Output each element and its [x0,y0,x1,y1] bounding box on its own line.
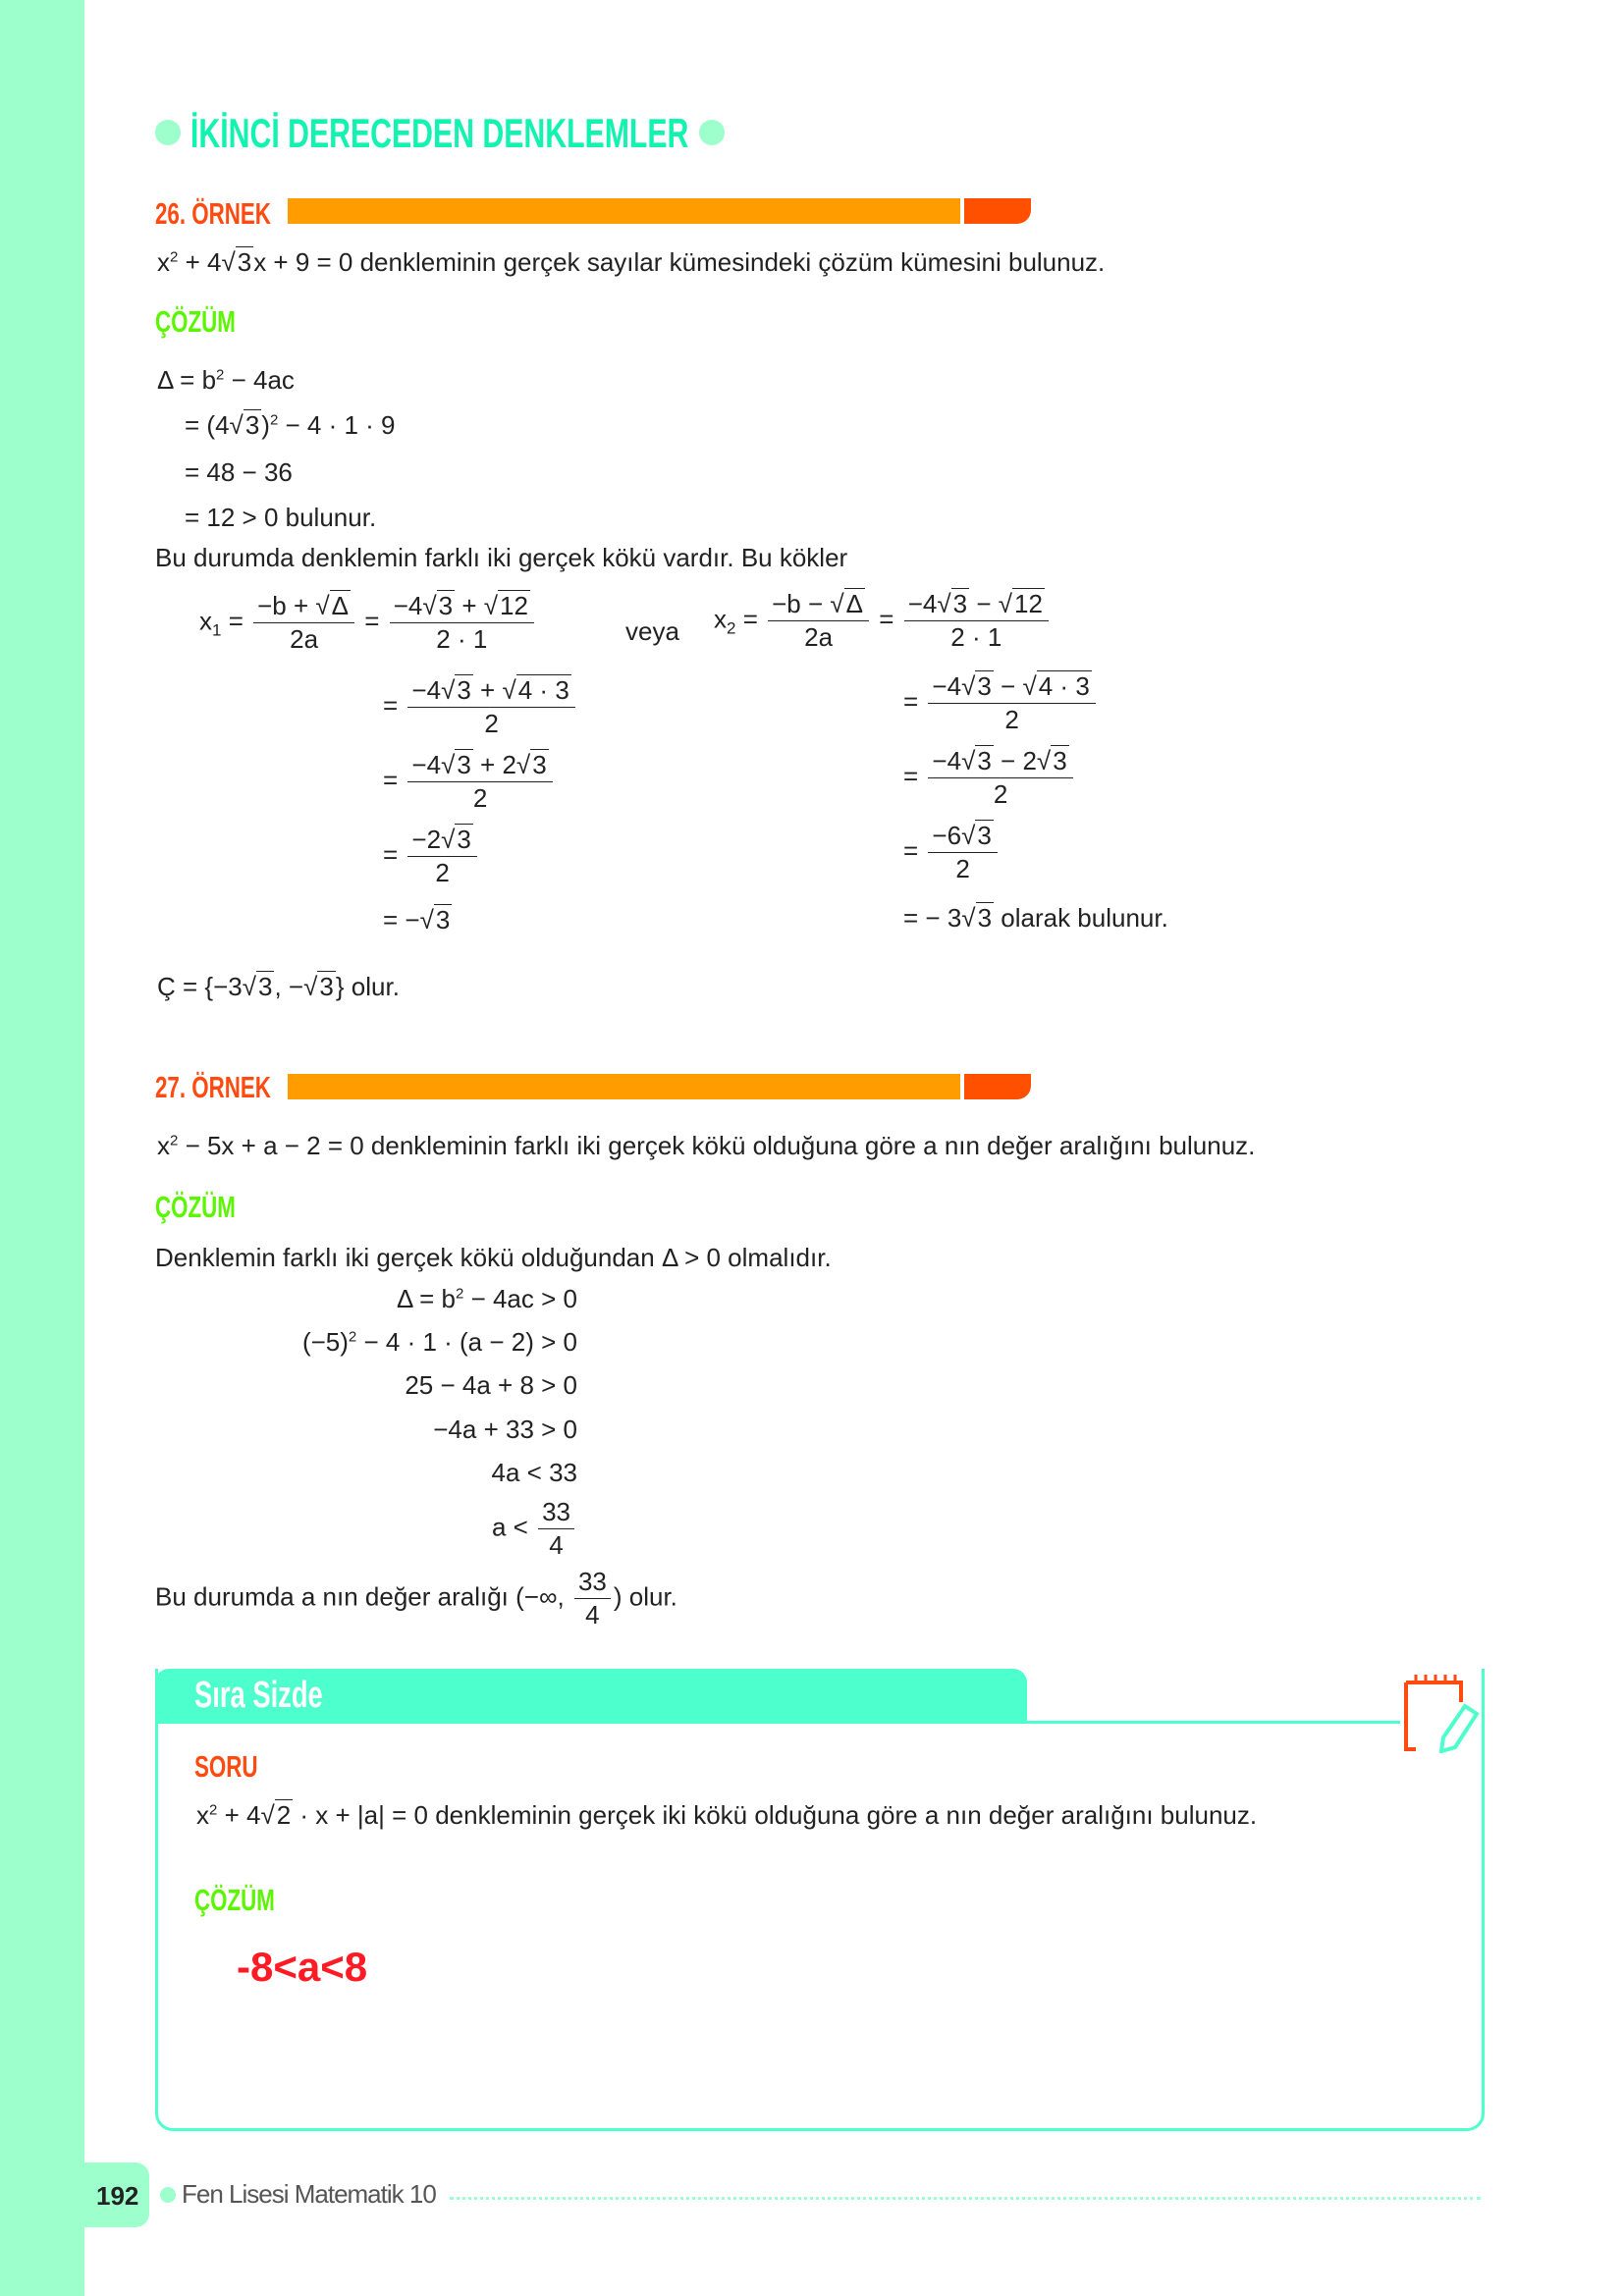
radicand: 3 [457,675,471,705]
math-text: + [455,591,484,620]
math-text: −4 [932,746,962,775]
math-text: −b + [257,591,316,620]
square-root [1037,745,1069,775]
x2-formula [714,589,1052,653]
math-text: −4 [411,750,442,779]
veya-text [625,616,679,647]
superscript: 2 [216,366,225,384]
math-text: −4 [411,675,442,705]
radical-sign: √ [1036,746,1052,775]
denominator [928,778,1072,810]
interval-result [155,1567,677,1630]
math-text: − [993,671,1023,701]
x2-step [903,821,1001,884]
math-text: 2 [472,783,488,813]
radicand: Δ [845,589,864,618]
math-text: = − [383,905,420,934]
inequality-step [86,1497,577,1561]
radical-sign: √ [303,972,318,1001]
numerator [407,825,476,857]
radicand: 3 [319,972,334,1001]
superscript: 2 [170,1132,179,1149]
math-text: 2 [1004,705,1019,734]
example-header-bar-accent [964,1074,1031,1099]
square-root [999,588,1045,618]
radical-sign: √ [515,750,531,779]
radical-sign: √ [483,591,499,620]
math-text: −4 [393,591,423,620]
radical-sign: √ [441,675,456,705]
square-root [422,590,455,620]
denominator [574,1599,611,1630]
math-text: − 4 · 1 · 9 [278,410,396,440]
radical-sign: √ [961,903,976,933]
example-header-bar-accent [964,198,1031,224]
radicand: 2 [276,1800,292,1830]
math-text: + 4 [178,247,222,277]
cozum-heading: ÇÖZÜM [194,1883,275,1917]
radicand: 3 [952,589,968,618]
fraction [538,1497,574,1561]
delta-line [185,503,376,533]
radical-sign: √ [229,410,244,440]
subscript: 2 [727,618,736,638]
math-text: 2 · 1 [436,624,488,654]
book-title: Fen Lisesi Matematik 10 [182,2179,436,2209]
notepad-pencil-icon [1402,1673,1483,1758]
superscript: 2 [456,1285,464,1303]
example-header-bar [288,198,960,224]
radicand: 3 [977,671,992,701]
delta-line [185,457,293,488]
math-text: = (4 [185,410,230,440]
example-27-label: 27. ÖRNEK [155,1070,271,1104]
math-text: − 4 · 1 · (a − 2) > 0 [356,1327,577,1357]
footer-dotted-line [450,2197,1481,2200]
denominator [390,623,534,655]
intro-text [155,1243,832,1273]
radicand: Δ [331,591,350,620]
x2-step [903,903,1168,934]
math-text: 2 [435,858,450,887]
radical-sign: √ [937,589,951,618]
radical-sign: √ [1022,671,1037,701]
x2-step [903,746,1076,810]
math-text: −4a + 33 > 0 [433,1415,577,1444]
math-text: 2 · 1 [950,622,1002,652]
math-text: −b − [772,589,831,618]
math-text: = [735,604,766,634]
square-root [441,674,473,705]
radical-sign: √ [242,972,257,1001]
math-text: · x + |a| = 0 denkleminin gerçek iki kökü olduğuna göre a nın değer aralığını bulunuz. [293,1800,1258,1830]
math-text: 2a [804,622,834,652]
radical-sign: √ [315,591,330,620]
math-text: a < [491,1512,536,1542]
numerator [538,1497,574,1529]
math-text: 2 [484,709,499,738]
bullet-dot [155,120,181,145]
section-title: İKİNCİ DERECEDEN DENKLEMLER [190,110,689,156]
radicand: 12 [500,591,528,620]
numerator [928,746,1072,778]
math-text: Δ = b [157,365,217,395]
sira-sizde-title: Sıra Sizde [194,1675,323,1716]
radicand: 3 [258,972,273,1001]
math-text: x [157,247,170,277]
example-27-problem [157,1131,1255,1161]
bullet-dot [160,2187,176,2208]
fraction [253,591,354,655]
math-text: − 2 [993,746,1037,775]
square-root [516,749,549,779]
square-root [441,824,473,854]
fraction [407,675,574,739]
fraction [407,825,476,888]
sira-sizde-question [196,1800,1257,1831]
math-text: = − 3 [903,903,962,933]
fraction [407,750,552,814]
radical-sign: √ [422,591,437,620]
square-root [937,588,969,618]
math-text: Bu durumda denklemin farklı iki gerçek kökü vardır. Bu kökler [155,543,848,572]
denominator [538,1529,574,1561]
math-text: x [199,606,212,636]
radicand: 3 [237,247,252,277]
math-text: + 2 [472,750,516,779]
math-text: = 48 − 36 [185,457,293,487]
sira-sizde-header [155,1669,1027,1724]
radicand: 3 [438,591,454,620]
superscript: 2 [209,1801,218,1819]
math-text: 4 [549,1530,564,1560]
math-text: = [903,686,926,717]
math-text: x [157,1131,170,1160]
math-text: = [383,765,406,795]
page-number: 192 [96,2181,139,2211]
header-line [1027,1721,1400,1724]
numerator [407,675,574,708]
square-root [243,971,275,1001]
sira-sizde-box [155,1669,1485,2131]
radical-sign: √ [441,750,456,779]
math-text: −2 [411,825,442,854]
square-root [221,246,253,277]
math-text: −4 [907,589,938,618]
math-text: −6 [932,821,962,850]
numerator [768,589,869,621]
denominator [407,857,476,888]
numerator [904,589,1049,621]
denominator [928,704,1095,735]
math-text: 2 [955,854,970,883]
denominator [768,621,869,653]
math-text: = [357,606,387,636]
square-root [260,1799,293,1830]
radical-sign: √ [221,247,236,277]
radicand: 3 [532,750,547,779]
radical-sign: √ [441,825,456,854]
left-sidebar-strip [0,0,84,2296]
x1-step [383,905,452,935]
radical-sign: √ [961,671,976,701]
math-text: − 4ac [224,365,295,395]
math-text: − 5x + a − 2 = 0 denkleminin farklı iki gerçek kökü olduğuna göre a nın değer aralığını bulunuz. [178,1131,1256,1160]
fraction [928,671,1095,735]
numerator [928,671,1095,704]
math-text: Ç = {−3 [157,972,243,1001]
fraction [928,746,1072,810]
denominator [928,853,997,884]
example-header-bar [288,1074,960,1099]
math-text: 33 [577,1567,607,1596]
fraction [928,821,997,884]
math-text: −4 [932,671,962,701]
paragraph [155,543,847,573]
math-text: − 4ac > 0 [463,1284,577,1313]
radicand: 12 [1014,589,1043,618]
radicand: 4 · 3 [517,675,569,705]
superscript: 2 [348,1328,357,1346]
math-text: (−5) [301,1327,349,1357]
fraction [768,589,869,653]
math-text: − [969,589,999,618]
square-root [961,902,994,933]
math-text: 25 − 4a + 8 > 0 [405,1370,577,1400]
inequality-steps [86,1284,577,1561]
square-root [1022,670,1091,701]
superscript: 2 [170,248,179,266]
math-text: x [714,604,727,634]
cozum-heading: ÇÖZÜM [155,1190,236,1224]
math-text: = [383,690,406,721]
x1-step [383,675,578,739]
math-text: + 4 [217,1800,261,1830]
math-text: veya [625,616,679,646]
math-text: 33 [542,1497,570,1526]
math-text: 2 [993,779,1008,809]
radicand: 3 [244,410,260,440]
square-root [230,409,262,440]
example-26-problem [157,247,1105,278]
radicand: 3 [435,905,451,934]
math-text: 4a < 33 [491,1458,577,1487]
radicand: 3 [457,825,471,854]
delta-line [157,365,295,396]
square-root [484,590,530,620]
x1-formula [199,591,537,655]
denominator [253,623,354,655]
inequality-step [86,1370,577,1415]
radical-sign: √ [419,905,434,934]
denominator [904,621,1049,653]
inequality-step [86,1415,577,1458]
square-root [961,820,994,850]
denominator [407,708,574,739]
example-26-label: 26. ÖRNEK [155,196,271,231]
square-root [961,745,994,775]
radical-sign: √ [260,1800,275,1830]
math-text: = [903,835,926,866]
numerator [407,750,552,782]
math-text: = [383,839,406,870]
numerator [253,591,354,623]
math-text: } olur. [335,972,400,1001]
denominator [407,782,552,814]
math-text: Denklemin farklı iki gerçek kökü olduğundan Δ > 0 olmalıdır. [155,1243,832,1272]
math-text: 4 [585,1600,600,1629]
radicand: 4 · 3 [1038,671,1090,701]
radical-sign: √ [961,746,976,775]
x2-step [903,671,1099,735]
radicand: 3 [977,821,992,850]
inequality-step [86,1284,577,1327]
bullet-dot [699,120,725,150]
numerator [574,1567,611,1599]
math-text: = [221,606,251,636]
math-text: ) olur. [613,1581,677,1612]
radical-sign: √ [830,589,844,618]
math-text: = 12 > 0 bulunur. [185,503,377,532]
fraction [390,591,534,655]
handwritten-answer: -8<a<8 [237,1944,368,1990]
x1-step [383,750,556,814]
superscript: 2 [269,411,279,429]
numerator [390,591,534,623]
fraction [904,589,1049,653]
math-text: x + 9 = 0 denkleminin gerçek sayılar kümesindeki çözüm kümesini bulunuz. [253,247,1106,277]
square-root [502,674,570,705]
subscript: 1 [212,620,222,640]
x1-step [383,825,480,888]
radical-sign: √ [961,821,976,850]
cozum-heading: ÇÖZÜM [155,304,236,339]
radicand: 3 [977,903,993,933]
solution-set [157,972,400,1002]
delta-line [185,410,396,441]
math-text: + [472,675,503,705]
square-root [441,749,473,779]
soru-label: SORU [194,1749,258,1784]
radical-sign: √ [998,589,1013,618]
inequality-step [86,1327,577,1370]
math-text: 2a [290,624,319,654]
math-text: Bu durumda a nın değer aralığı (−∞, [155,1581,571,1612]
square-root [830,588,865,618]
fraction [574,1567,611,1630]
math-text: ) [261,410,270,440]
radicand: 3 [1053,746,1067,775]
numerator [928,821,997,853]
math-text: x [196,1800,209,1830]
math-text: Δ = b [396,1284,456,1313]
square-root [420,904,453,934]
radicand: 3 [457,750,471,779]
math-text: , − [274,972,304,1001]
square-root [303,971,336,1001]
square-root [961,670,994,701]
radicand: 3 [977,746,992,775]
math-text: olarak bulunur. [994,903,1168,933]
math-text: = [903,761,926,791]
inequality-step [86,1458,577,1497]
math-text: = [872,604,901,634]
square-root [315,590,351,620]
radical-sign: √ [502,675,516,705]
